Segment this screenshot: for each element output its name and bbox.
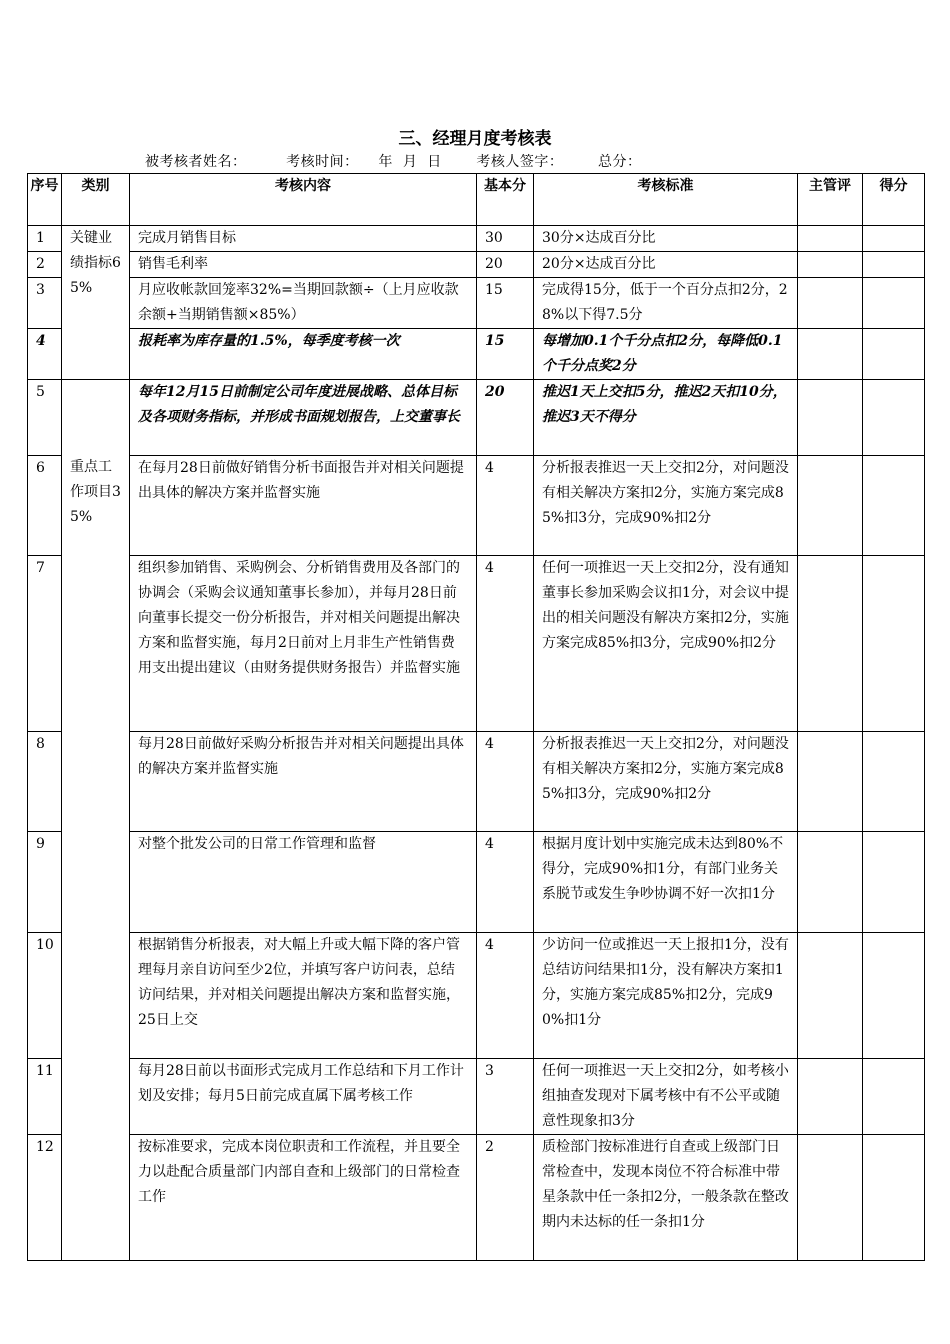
supervisor-review-cell[interactable] xyxy=(798,832,863,933)
row-seq: 8 xyxy=(28,732,62,832)
supervisor-review-cell[interactable] xyxy=(798,1059,863,1135)
row-standard: 20分×达成百分比 xyxy=(534,252,798,278)
row-standard: 推迟1天上交扣5分，推迟2天扣10分，推迟3天不得分 xyxy=(534,380,798,456)
row-standard: 根据月度计划中实施完成未达到80%不得分，完成90%扣1分，有部门业务关系脱节或发生争吵协调不好一次扣1分 xyxy=(534,832,798,933)
row-content: 每月28日前做好采购分析报告并对相关问题提出具体的解决方案并监督实施 xyxy=(130,732,477,832)
supervisor-review-cell[interactable] xyxy=(798,278,863,329)
table-row xyxy=(28,1135,925,1261)
score-cell[interactable] xyxy=(863,329,925,380)
row-seq: 3 xyxy=(28,278,62,329)
supervisor-review-cell[interactable] xyxy=(798,933,863,1059)
table-row xyxy=(28,329,925,380)
row-base-score: 20 xyxy=(477,380,534,456)
score-cell[interactable] xyxy=(863,832,925,933)
score-cell[interactable] xyxy=(863,252,925,278)
row-standard: 任何一项推迟一天上交扣2分，没有通知董事长参加采购会议扣1分，对会议中提出的相关问题没有解决方案扣2分，实施方案完成85%扣3分，完成90%扣2分 xyxy=(534,556,798,732)
page-title: 三、经理月度考核表 xyxy=(398,129,552,149)
row-content: 报耗率为库存量的1.5%，每季度考核一次 xyxy=(130,329,477,380)
table-row xyxy=(28,278,925,329)
header-standard: 考核标准 xyxy=(534,174,798,226)
table-row xyxy=(28,380,925,456)
row-content: 每年12月15日前制定公司年度进展战略、总体目标及各项财务指标，并形成书面规划报告，上交董事长 xyxy=(130,380,477,456)
row-standard: 30分×达成百分比 xyxy=(534,226,798,252)
supervisor-review-cell[interactable] xyxy=(798,1135,863,1261)
table-row xyxy=(28,456,925,556)
table-row xyxy=(28,1059,925,1135)
row-seq: 6 xyxy=(28,456,62,556)
assessor-signature-label: 考核人签字： xyxy=(476,154,564,170)
header-score: 得分 xyxy=(863,174,925,226)
row-content: 对整个批发公司的日常工作管理和监督 xyxy=(130,832,477,933)
header-supervisor-review: 主管评 xyxy=(798,174,863,226)
supervisor-review-cell[interactable] xyxy=(798,556,863,732)
row-seq: 9 xyxy=(28,832,62,933)
row-seq: 2 xyxy=(28,252,62,278)
row-base-score: 4 xyxy=(477,832,534,933)
row-seq: 7 xyxy=(28,556,62,732)
row-base-score: 15 xyxy=(477,329,534,380)
supervisor-review-cell[interactable] xyxy=(798,252,863,278)
row-content: 每月28日前以书面形式完成月工作总结和下月工作计划及安排；每月5日前完成直属下属考核工作 xyxy=(130,1059,477,1135)
category-key-projects xyxy=(62,380,130,1261)
score-cell[interactable] xyxy=(863,1135,925,1261)
row-seq: 5 xyxy=(28,380,62,456)
score-cell[interactable] xyxy=(863,226,925,252)
supervisor-review-cell[interactable] xyxy=(798,456,863,556)
table-row xyxy=(28,933,925,1059)
supervisor-review-cell[interactable] xyxy=(798,226,863,252)
assessment-date-label: 年 月 日 xyxy=(378,154,442,170)
table-row xyxy=(28,732,925,832)
row-content: 按标准要求，完成本岗位职责和工作流程，并且要全力以赴配合质量部门内部自查和上级部门的日常检查工作 xyxy=(130,1135,477,1261)
supervisor-review-cell[interactable] xyxy=(798,732,863,832)
row-base-score: 4 xyxy=(477,732,534,832)
examinee-name-label: 被考核者姓名： xyxy=(145,154,247,170)
row-seq: 12 xyxy=(28,1135,62,1261)
supervisor-review-cell[interactable] xyxy=(798,329,863,380)
row-standard: 质检部门按标准进行自查或上级部门日常检查中，发现本岗位不符合标准中带星条款中任一条扣2分，一般条款在整改期内未达标的任一条扣1分 xyxy=(534,1135,798,1261)
score-cell[interactable] xyxy=(863,456,925,556)
header-content: 考核内容 xyxy=(130,174,477,226)
row-standard: 分析报表推迟一天上交扣2分，对问题没有相关解决方案扣2分，实施方案完成85%扣3分，完成90%扣2分 xyxy=(534,456,798,556)
score-cell[interactable] xyxy=(863,933,925,1059)
row-seq: 1 xyxy=(28,226,62,252)
table-row xyxy=(28,556,925,732)
row-base-score: 15 xyxy=(477,278,534,329)
row-standard: 分析报表推迟一天上交扣2分，对问题没有相关解决方案扣2分，实施方案完成85%扣3分，完成90%扣2分 xyxy=(534,732,798,832)
score-cell[interactable] xyxy=(863,1059,925,1135)
row-base-score: 30 xyxy=(477,226,534,252)
score-cell[interactable] xyxy=(863,556,925,732)
row-base-score: 4 xyxy=(477,456,534,556)
header-seq: 序号 xyxy=(28,174,62,226)
row-base-score: 3 xyxy=(477,1059,534,1135)
row-seq: 10 xyxy=(28,933,62,1059)
row-content: 根据销售分析报表，对大幅上升或大幅下降的客户管理每月亲自访问至少2位，并填写客户访问表，总结访问结果，并对相关问题提出解决方案和监督实施，25日上交 xyxy=(130,933,477,1059)
row-standard: 完成得15分，低于一个百分点扣2分，28%以下得7.5分 xyxy=(534,278,798,329)
row-base-score: 4 xyxy=(477,556,534,732)
row-base-score: 4 xyxy=(477,933,534,1059)
score-cell[interactable] xyxy=(863,732,925,832)
row-standard: 任何一项推迟一天上交扣2分，如考核小组抽查发现对下属考核中有不公平或随意性现象扣3分 xyxy=(534,1059,798,1135)
header-row xyxy=(28,174,925,226)
score-cell[interactable] xyxy=(863,278,925,329)
category-key-performance: 关键业绩指标65% xyxy=(62,226,130,380)
assessment-table xyxy=(27,173,925,1261)
row-seq: 4 xyxy=(28,329,62,380)
header-category: 类别 xyxy=(62,174,130,226)
row-content: 在每月28日前做好销售分析书面报告并对相关问题提出具体的解决方案并监督实施 xyxy=(130,456,477,556)
table-row xyxy=(28,226,925,252)
header-base-score: 基本分 xyxy=(477,174,534,226)
assessment-time-label: 考核时间： xyxy=(286,154,359,170)
row-standard: 每增加0.1个千分点扣2分，每降低0.1个千分点奖2分 xyxy=(534,329,798,380)
row-standard: 少访问一位或推迟一天上报扣1分，没有总结访问结果扣1分，没有解决方案扣1分，实施方案完成85%扣2分，完成90%扣1分 xyxy=(534,933,798,1059)
row-seq: 11 xyxy=(28,1059,62,1135)
form-info-line xyxy=(145,151,642,171)
row-content: 完成月销售目标 xyxy=(130,226,477,252)
row-content: 组织参加销售、采购例会、分析销售费用及各部门的协调会（采购会议通知董事长参加），并每月28日前向董事长提交一份分析报告，并对相关问题提出解决方案和监督实施，每月2日前对上月非生产性销售费用支出提出建议（由财务提供财务报告）并监督实施 xyxy=(130,556,477,732)
row-base-score: 20 xyxy=(477,252,534,278)
score-cell[interactable] xyxy=(863,380,925,456)
supervisor-review-cell[interactable] xyxy=(798,380,863,456)
total-score-label: 总分： xyxy=(598,154,642,170)
row-base-score: 2 xyxy=(477,1135,534,1261)
category-key-projects-label: 重点工作项目35% xyxy=(70,459,121,525)
table-row xyxy=(28,252,925,278)
table-row xyxy=(28,832,925,933)
row-content: 月应收帐款回笼率32%=当期回款额÷（上月应收款余额+当期销售额×85%） xyxy=(130,278,477,329)
row-content: 销售毛利率 xyxy=(130,252,477,278)
